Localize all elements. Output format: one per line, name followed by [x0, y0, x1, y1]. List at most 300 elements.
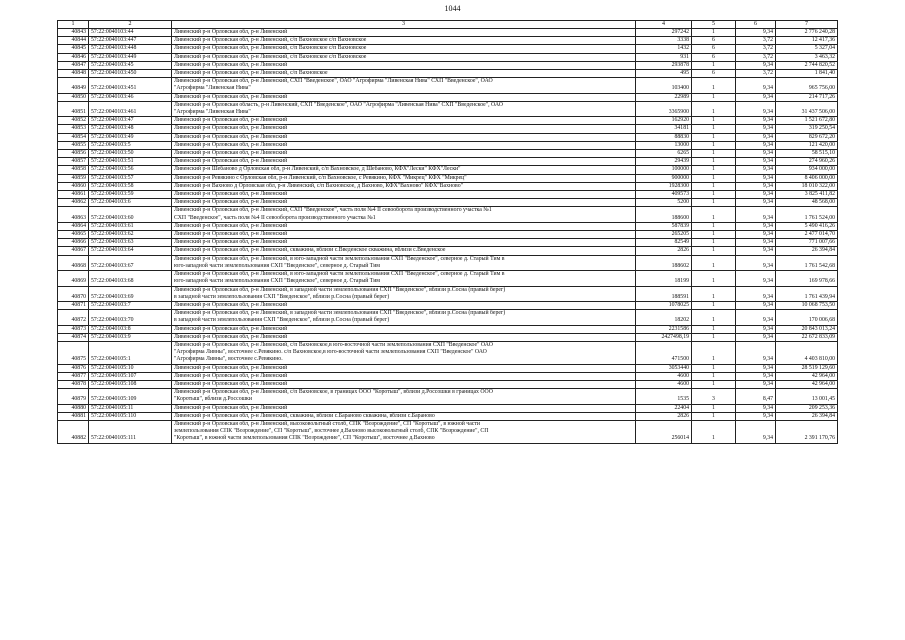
cadastral-value: 42 964,00 — [776, 372, 838, 380]
category: 1 — [692, 166, 736, 174]
address: Ливенский р-н Орловская обл, р-н Ливенский — [172, 150, 636, 158]
table-row — [58, 166, 838, 174]
address: Ливенский р-н Орловская обл, р-н Ливенский — [172, 125, 636, 133]
area: 471500 — [636, 341, 692, 364]
category: 1 — [692, 341, 736, 364]
category: 1 — [692, 404, 736, 412]
table-row — [58, 333, 838, 341]
area: 100000 — [636, 166, 692, 174]
table-row — [58, 70, 838, 78]
area: 1928300 — [636, 182, 692, 190]
rate: 9,34 — [736, 78, 776, 93]
rate: 9,34 — [736, 404, 776, 412]
category: 6 — [692, 53, 736, 61]
address: Ливенский р-н Орловская обл, р-н Ливенский, высоковольтный столб, СПК "Возрождение", СП "Коротыш", в южной части землепользования СПК "Возрождение", СП "Коротыш", восточнее д.Вахново высоковольтный столб, СПК "Возрождение", СП "Коротыш", в южной части землепользования СПК "Возрождение", СП "Коротыш", восточнее д.Вахново — [172, 420, 636, 443]
category: 1 — [692, 231, 736, 239]
cadastral-value: 1 841,40 — [776, 70, 838, 78]
page-number: 1044 — [444, 4, 461, 13]
row-number: 40876 — [58, 364, 89, 372]
row-number: 40860 — [58, 182, 89, 190]
row-number: 40863 — [58, 207, 89, 222]
cadastral-number: 57:22:0040103:64 — [89, 247, 172, 255]
address: Ливенский р-н Орловская обл, р-н Ливенский — [172, 29, 636, 37]
area: 4600 — [636, 372, 692, 380]
address: Ливенский р-н Орловская обл, р-н Ливенский — [172, 333, 636, 341]
cadastral-number: 57:22:0040105:10 — [89, 364, 172, 372]
cadastral-number: 57:22:0040103:63 — [89, 239, 172, 247]
category: 1 — [692, 29, 736, 37]
cadastral-value: 170 006,68 — [776, 310, 838, 325]
cadastral-value: 771 007,66 — [776, 239, 838, 247]
address: Ливенский р-н Орловская обл, р-н Ливенский, с/п Вахновское — [172, 70, 636, 78]
table-row — [58, 150, 838, 158]
header-cell: 7 — [776, 21, 838, 29]
area: 6265 — [636, 150, 692, 158]
category: 1 — [692, 93, 736, 101]
cadastral-value: 28 519 129,60 — [776, 364, 838, 372]
rate: 9,34 — [736, 380, 776, 388]
area: 188602 — [636, 255, 692, 270]
rate: 9,34 — [736, 222, 776, 230]
area: 4600 — [636, 380, 692, 388]
category: 1 — [692, 364, 736, 372]
cadastral-number: 57:22:0040103:61 — [89, 222, 172, 230]
area: 1535 — [636, 389, 692, 404]
table-row — [58, 412, 838, 420]
address: Ливенский р-н Орловская обл, р-н Ливенский — [172, 133, 636, 141]
category: 1 — [692, 182, 736, 190]
cadastral-number: 57:22:0040105:111 — [89, 420, 172, 443]
category: 6 — [692, 45, 736, 53]
area: 22404 — [636, 404, 692, 412]
rate: 9,34 — [736, 101, 776, 116]
area: 900000 — [636, 174, 692, 182]
cadastral-number: 57:22:0040103:51 — [89, 158, 172, 166]
rate: 9,34 — [736, 239, 776, 247]
category: 1 — [692, 158, 736, 166]
cadastral-value: 1 521 672,80 — [776, 117, 838, 125]
address: Ливенский р-н Орловская обл, р-н Ливенский — [172, 191, 636, 199]
cadastral-number: 57:22:0040103:62 — [89, 231, 172, 239]
rate: 9,34 — [736, 231, 776, 239]
address: Ливенский р-н Орловская обл, р-н Ливенский — [172, 372, 636, 380]
area: 1432 — [636, 45, 692, 53]
cadastral-number: 57:22:0040103:48 — [89, 125, 172, 133]
table-row — [58, 101, 838, 116]
row-number: 40847 — [58, 61, 89, 69]
row-number: 40880 — [58, 404, 89, 412]
address: Ливенский р-н Орловская обл, р-н Ливенский — [172, 199, 636, 207]
address: Ливенский р-н Орловская обл, р-н Ливенский — [172, 93, 636, 101]
category: 1 — [692, 420, 736, 443]
rate: 9,34 — [736, 325, 776, 333]
row-number: 40846 — [58, 53, 89, 61]
cadastral-number: 57:22:0040105:108 — [89, 380, 172, 388]
header-cell: 3 — [172, 21, 636, 29]
table-row — [58, 78, 838, 93]
row-number: 40858 — [58, 166, 89, 174]
cadastral-value: 5 490 416,26 — [776, 222, 838, 230]
area: 18202 — [636, 310, 692, 325]
rate: 9,34 — [736, 271, 776, 286]
rate: 9,34 — [736, 199, 776, 207]
header-row — [58, 21, 838, 29]
row-number: 40878 — [58, 380, 89, 388]
cadastral-value: 3 463,32 — [776, 53, 838, 61]
category: 1 — [692, 333, 736, 341]
rate: 9,34 — [736, 93, 776, 101]
category: 1 — [692, 141, 736, 149]
row-number: 40874 — [58, 333, 89, 341]
address: Ливенский р-н Орловская обл, р-н Ливенский — [172, 325, 636, 333]
cadastral-number: 57:22:0040103:451 — [89, 78, 172, 93]
cadastral-number: 57:22:0040103:70 — [89, 310, 172, 325]
table-row — [58, 247, 838, 255]
address: Ливенский р-н Орловская обл, р-н Ливенский, в юго-западной части землепользования СХП "Введенское", северное д. Старый Тим в юго-западной части землепользования СХП "Введенское", северное д. Старый Тим — [172, 255, 636, 270]
area: 34181 — [636, 125, 692, 133]
table-row — [58, 182, 838, 190]
header-cell: 4 — [636, 21, 692, 29]
category: 1 — [692, 372, 736, 380]
rate: 3,72 — [736, 70, 776, 78]
area: 297242 — [636, 29, 692, 37]
cadastral-number: 57:22:0040103:68 — [89, 271, 172, 286]
area: 3053440 — [636, 364, 692, 372]
rate: 8,47 — [736, 389, 776, 404]
rate: 9,34 — [736, 158, 776, 166]
cadastral-number: 57:22:0040103:57 — [89, 174, 172, 182]
cadastral-value: 2 391 170,76 — [776, 420, 838, 443]
cadastral-number: 57:22:0040103:46 — [89, 93, 172, 101]
table-row — [58, 125, 838, 133]
cadastral-value: 2 776 240,28 — [776, 29, 838, 37]
address: Ливенский р-н Орловская обл, р-н Ливенский, с/п Вахновское с/п Вахновское — [172, 37, 636, 45]
category: 1 — [692, 101, 736, 116]
row-number: 40859 — [58, 174, 89, 182]
row-number: 40844 — [58, 37, 89, 45]
area: 103400 — [636, 78, 692, 93]
row-number: 40866 — [58, 239, 89, 247]
cadastral-value: 22 672 833,09 — [776, 333, 838, 341]
cadastral-number: 57:22:0040103:449 — [89, 53, 172, 61]
area: 2427498,19 — [636, 333, 692, 341]
category: 1 — [692, 125, 736, 133]
cadastral-number: 57:22:0040103:59 — [89, 191, 172, 199]
area: 13000 — [636, 141, 692, 149]
rate: 9,34 — [736, 247, 776, 255]
category: 6 — [692, 37, 736, 45]
area: 265205 — [636, 231, 692, 239]
area: 2231586 — [636, 325, 692, 333]
cadastral-value: 5 327,04 — [776, 45, 838, 53]
rate: 9,34 — [736, 412, 776, 420]
address: Ливенский р-н Орловская обл, р-н Ливенский — [172, 158, 636, 166]
rate: 9,34 — [736, 174, 776, 182]
cadastral-number: 57:22:0040103:6 — [89, 199, 172, 207]
table-row — [58, 53, 838, 61]
category: 1 — [692, 150, 736, 158]
address: Ливенский р-н Орловская обл, р-н Ливенский, в западной части землепользования СХП "Введенское", вблизи р.Сосна (правый берег) в западной части землепользования СХП "Введенское", вблизи р.Сосна (правый берег) — [172, 310, 636, 325]
rate: 9,34 — [736, 166, 776, 174]
table-row — [58, 239, 838, 247]
address: Ливенский р-н Орловская область, р-н Ливенский, СХП "Введенское", ОАО "Агрофирма "Ливенская Нива" СХП "Введенское", ОАО "Агрофирма "Ливенская Нива" — [172, 101, 636, 116]
table-row — [58, 231, 838, 239]
address: Ливенский р-н Орловская обл, р-н Ливенский — [172, 231, 636, 239]
rate: 9,34 — [736, 333, 776, 341]
cadastral-value: 214 717,26 — [776, 93, 838, 101]
cadastral-number: 57:22:0040105:1 — [89, 341, 172, 364]
cadastral-number: 57:22:0040103:5 — [89, 141, 172, 149]
row-number: 40872 — [58, 310, 89, 325]
rate: 9,34 — [736, 420, 776, 443]
cadastral-value: 18 010 322,00 — [776, 182, 838, 190]
rate: 9,34 — [736, 117, 776, 125]
table-row — [58, 271, 838, 286]
table-row — [58, 45, 838, 53]
area: 162920 — [636, 117, 692, 125]
category: 1 — [692, 247, 736, 255]
address: Ливенский р-н Вахново д Орловская обл, р-н Ливенский, с/п Вахновское, д Вахново, КФХ"Вахново" КФХ"Вахново" — [172, 182, 636, 190]
address: Ливенский р-н Орловская обл, р-н Ливенский — [172, 117, 636, 125]
category: 1 — [692, 61, 736, 69]
area: 495 — [636, 70, 692, 78]
address: Ливенский р-н Орловская обл, р-н Ливенский — [172, 222, 636, 230]
table-row — [58, 199, 838, 207]
area: 188591 — [636, 286, 692, 301]
cadastral-value: 10 068 753,50 — [776, 301, 838, 309]
row-number: 40861 — [58, 191, 89, 199]
cadastral-value: 1 761 524,00 — [776, 207, 838, 222]
rate: 9,34 — [736, 372, 776, 380]
table-row — [58, 222, 838, 230]
header-cell: 1 — [58, 21, 89, 29]
cadastral-value: 829 672,20 — [776, 133, 838, 141]
category: 1 — [692, 199, 736, 207]
row-number: 40869 — [58, 271, 89, 286]
table-row — [58, 364, 838, 372]
category: 1 — [692, 117, 736, 125]
address: Ливенский р-н Орловская обл, р-н Ливенский — [172, 404, 636, 412]
row-number: 40850 — [58, 93, 89, 101]
table-row — [58, 372, 838, 380]
cadastral-number: 57:22:0040103:7 — [89, 301, 172, 309]
table-row — [58, 404, 838, 412]
area: 5200 — [636, 199, 692, 207]
rate: 9,34 — [736, 286, 776, 301]
cadastral-number: 57:22:0040103:450 — [89, 70, 172, 78]
area: 3338 — [636, 37, 692, 45]
cadastral-value: 31 437 506,00 — [776, 101, 838, 116]
cadastral-number: 57:22:0040103:8 — [89, 325, 172, 333]
header-cell: 2 — [89, 21, 172, 29]
row-number: 40848 — [58, 70, 89, 78]
cadastral-number: 57:22:0040105:11 — [89, 404, 172, 412]
row-number: 40865 — [58, 231, 89, 239]
table-row — [58, 133, 838, 141]
cadastral-value: 1 761 542,68 — [776, 255, 838, 270]
cadastral-number: 57:22:0040103:50 — [89, 150, 172, 158]
area: 256014 — [636, 420, 692, 443]
cadastral-value: 274 960,26 — [776, 158, 838, 166]
cadastral-number: 57:22:0040103:447 — [89, 37, 172, 45]
row-number: 40881 — [58, 412, 89, 420]
table-row — [58, 158, 838, 166]
address: Ливенский р-н Орловская обл, р-н Ливенский — [172, 380, 636, 388]
area: 2826 — [636, 247, 692, 255]
registry-table — [57, 20, 838, 444]
row-number: 40871 — [58, 301, 89, 309]
category: 1 — [692, 174, 736, 182]
table-row — [58, 389, 838, 404]
cadastral-number: 57:22:0040105:110 — [89, 412, 172, 420]
category: 1 — [692, 301, 736, 309]
rate: 3,72 — [736, 45, 776, 53]
area: 22989 — [636, 93, 692, 101]
address: Ливенский р-н Орловская обл, р-н Ливенский, с/п Вахновское, в границах ООО "Коротыш", вблизи д.Россошки в границах ООО "Коротыш", вблизи д.Россошки — [172, 389, 636, 404]
table-row — [58, 255, 838, 270]
header-cell: 6 — [736, 21, 776, 29]
cadastral-number: 57:22:0040103:60 — [89, 207, 172, 222]
category: 1 — [692, 271, 736, 286]
cadastral-value: 2 744 820,52 — [776, 61, 838, 69]
cadastral-value: 319 250,54 — [776, 125, 838, 133]
cadastral-number: 57:22:0040103:56 — [89, 166, 172, 174]
address: Ливенский р-н Орловская обл, р-н Ливенский, с/п Вахновское с/п Вахновское — [172, 53, 636, 61]
cadastral-value: 26 394,84 — [776, 412, 838, 420]
area: 293878 — [636, 61, 692, 69]
area: 1078025 — [636, 301, 692, 309]
cadastral-value: 2 477 014,70 — [776, 231, 838, 239]
cadastral-value: 20 843 013,24 — [776, 325, 838, 333]
address: Ливенский р-н Орловская обл, р-н Ливенский — [172, 141, 636, 149]
address: Ливенский р-н Орловская обл, р-н Ливенский, с/п Вахновское,в юго-восточной части землепользования СХП "Введенское" ОАО "Агрофирма Ливны", восточнее с.Ревякино. с/п Вахновское,в юго-восточной части землепользования СХП "Введенское" ОАО "Агрофирма Ливны", восточнее с.Ревякино. — [172, 341, 636, 364]
area: 82549 — [636, 239, 692, 247]
category: 1 — [692, 239, 736, 247]
rate: 9,34 — [736, 61, 776, 69]
rate: 9,34 — [736, 125, 776, 133]
rate: 9,34 — [736, 29, 776, 37]
header-cell: 5 — [692, 21, 736, 29]
area: 29439 — [636, 158, 692, 166]
rate: 9,34 — [736, 191, 776, 199]
row-number: 40875 — [58, 341, 89, 364]
row-number: 40870 — [58, 286, 89, 301]
row-number: 40857 — [58, 158, 89, 166]
row-number: 40849 — [58, 78, 89, 93]
address: Ливенский р-н Орловская обл, р-н Ливенский — [172, 301, 636, 309]
cadastral-value: 169 978,66 — [776, 271, 838, 286]
category: 1 — [692, 222, 736, 230]
rate: 3,72 — [736, 37, 776, 45]
table-row — [58, 29, 838, 37]
cadastral-value: 121 420,00 — [776, 141, 838, 149]
row-number: 40853 — [58, 125, 89, 133]
address: Ливенский р-н Орловская обл, р-н Ливенский, скважина, вблизи с.Введенское скважина, вблизи с.Введенское — [172, 247, 636, 255]
cadastral-number: 57:22:0040103:67 — [89, 255, 172, 270]
row-number: 40855 — [58, 141, 89, 149]
area: 931 — [636, 53, 692, 61]
address: Ливенский р-н Орловская обл, р-н Ливенский, с/п Вахновское с/п Вахновское — [172, 45, 636, 53]
table-row — [58, 286, 838, 301]
category: 1 — [692, 310, 736, 325]
area: 2826 — [636, 412, 692, 420]
cadastral-value: 58 515,10 — [776, 150, 838, 158]
cadastral-value: 13 001,45 — [776, 389, 838, 404]
address: Ливенский р-н Орловская обл, р-н Ливенский, в западной части землепользования СХП "Введенское", вблизи р.Сосна (правый берег) в западной части землепользования СХП "Введенское", вблизи р.Сосна (правый берег) — [172, 286, 636, 301]
cadastral-value: 48 568,00 — [776, 199, 838, 207]
cadastral-number: 57:22:0040103:448 — [89, 45, 172, 53]
category: 6 — [692, 70, 736, 78]
cadastral-number: 57:22:0040103:58 — [89, 182, 172, 190]
rate: 9,34 — [736, 133, 776, 141]
row-number: 40879 — [58, 389, 89, 404]
rate: 9,34 — [736, 182, 776, 190]
rate: 3,72 — [736, 53, 776, 61]
row-number: 40862 — [58, 199, 89, 207]
address: Ливенский р-н Орловская обл, р-н Ливенский, СХП "Введенское", ОАО "Агрофирма "Ливенская Нива" СХП "Введенское", ОАО "Агрофирма "Ливенская Нива" — [172, 78, 636, 93]
cadastral-value: 42 964,00 — [776, 380, 838, 388]
table-row — [58, 61, 838, 69]
row-number: 40843 — [58, 29, 89, 37]
rate: 9,34 — [736, 301, 776, 309]
cadastral-value: 4 403 810,00 — [776, 341, 838, 364]
row-number: 40845 — [58, 45, 89, 53]
category: 1 — [692, 133, 736, 141]
row-number: 40852 — [58, 117, 89, 125]
row-number: 40868 — [58, 255, 89, 270]
table-row — [58, 174, 838, 182]
cadastral-value: 8 406 000,00 — [776, 174, 838, 182]
rate: 9,34 — [736, 141, 776, 149]
cadastral-number: 57:22:0040103:44 — [89, 29, 172, 37]
rate: 9,34 — [736, 341, 776, 364]
table-row — [58, 310, 838, 325]
area: 587839 — [636, 222, 692, 230]
cadastral-value: 3 825 411,82 — [776, 191, 838, 199]
address: Ливенский р-н Орловская обл, р-н Ливенский, скважина, вблизи с.Бараново скважина, вблизи с.Бараново — [172, 412, 636, 420]
category: 1 — [692, 78, 736, 93]
table-row — [58, 207, 838, 222]
address: Ливенский р-н Орловская обл, р-н Ливенский, СХП "Введенское", часть поля №4 II севооборота производственного участка №1 СХП "Введенское", часть поля №4 II севооборота производственного участка №1 — [172, 207, 636, 222]
table-row — [58, 37, 838, 45]
cadastral-number: 57:22:0040103:9 — [89, 333, 172, 341]
area: 188600 — [636, 207, 692, 222]
table-row — [58, 420, 838, 443]
row-number: 40854 — [58, 133, 89, 141]
cadastral-number: 57:22:0040103:461 — [89, 101, 172, 116]
cadastral-value: 26 394,84 — [776, 247, 838, 255]
address: Ливенский р-н Орловская обл, р-н Ливенский — [172, 239, 636, 247]
row-number: 40877 — [58, 372, 89, 380]
cadastral-value: 934 000,00 — [776, 166, 838, 174]
category: 3 — [692, 389, 736, 404]
cadastral-number: 57:22:0040103:45 — [89, 61, 172, 69]
address: Ливенский р-н Ревякино с Орловская обл, р-н Ливенский, с/п Вахновское, с Ревякино, КФХ "Микрец" КФХ "Микрец" — [172, 174, 636, 182]
cadastral-number: 57:22:0040105:109 — [89, 389, 172, 404]
area: 18199 — [636, 271, 692, 286]
category: 1 — [692, 191, 736, 199]
row-number: 40851 — [58, 101, 89, 116]
table-row — [58, 141, 838, 149]
area: 88830 — [636, 133, 692, 141]
table-row — [58, 380, 838, 388]
address: Ливенский р-н Орловская обл, р-н Ливенский — [172, 61, 636, 69]
table-row — [58, 341, 838, 364]
row-number: 40864 — [58, 222, 89, 230]
table-row — [58, 301, 838, 309]
cadastral-value: 1 761 439,94 — [776, 286, 838, 301]
table-row — [58, 191, 838, 199]
